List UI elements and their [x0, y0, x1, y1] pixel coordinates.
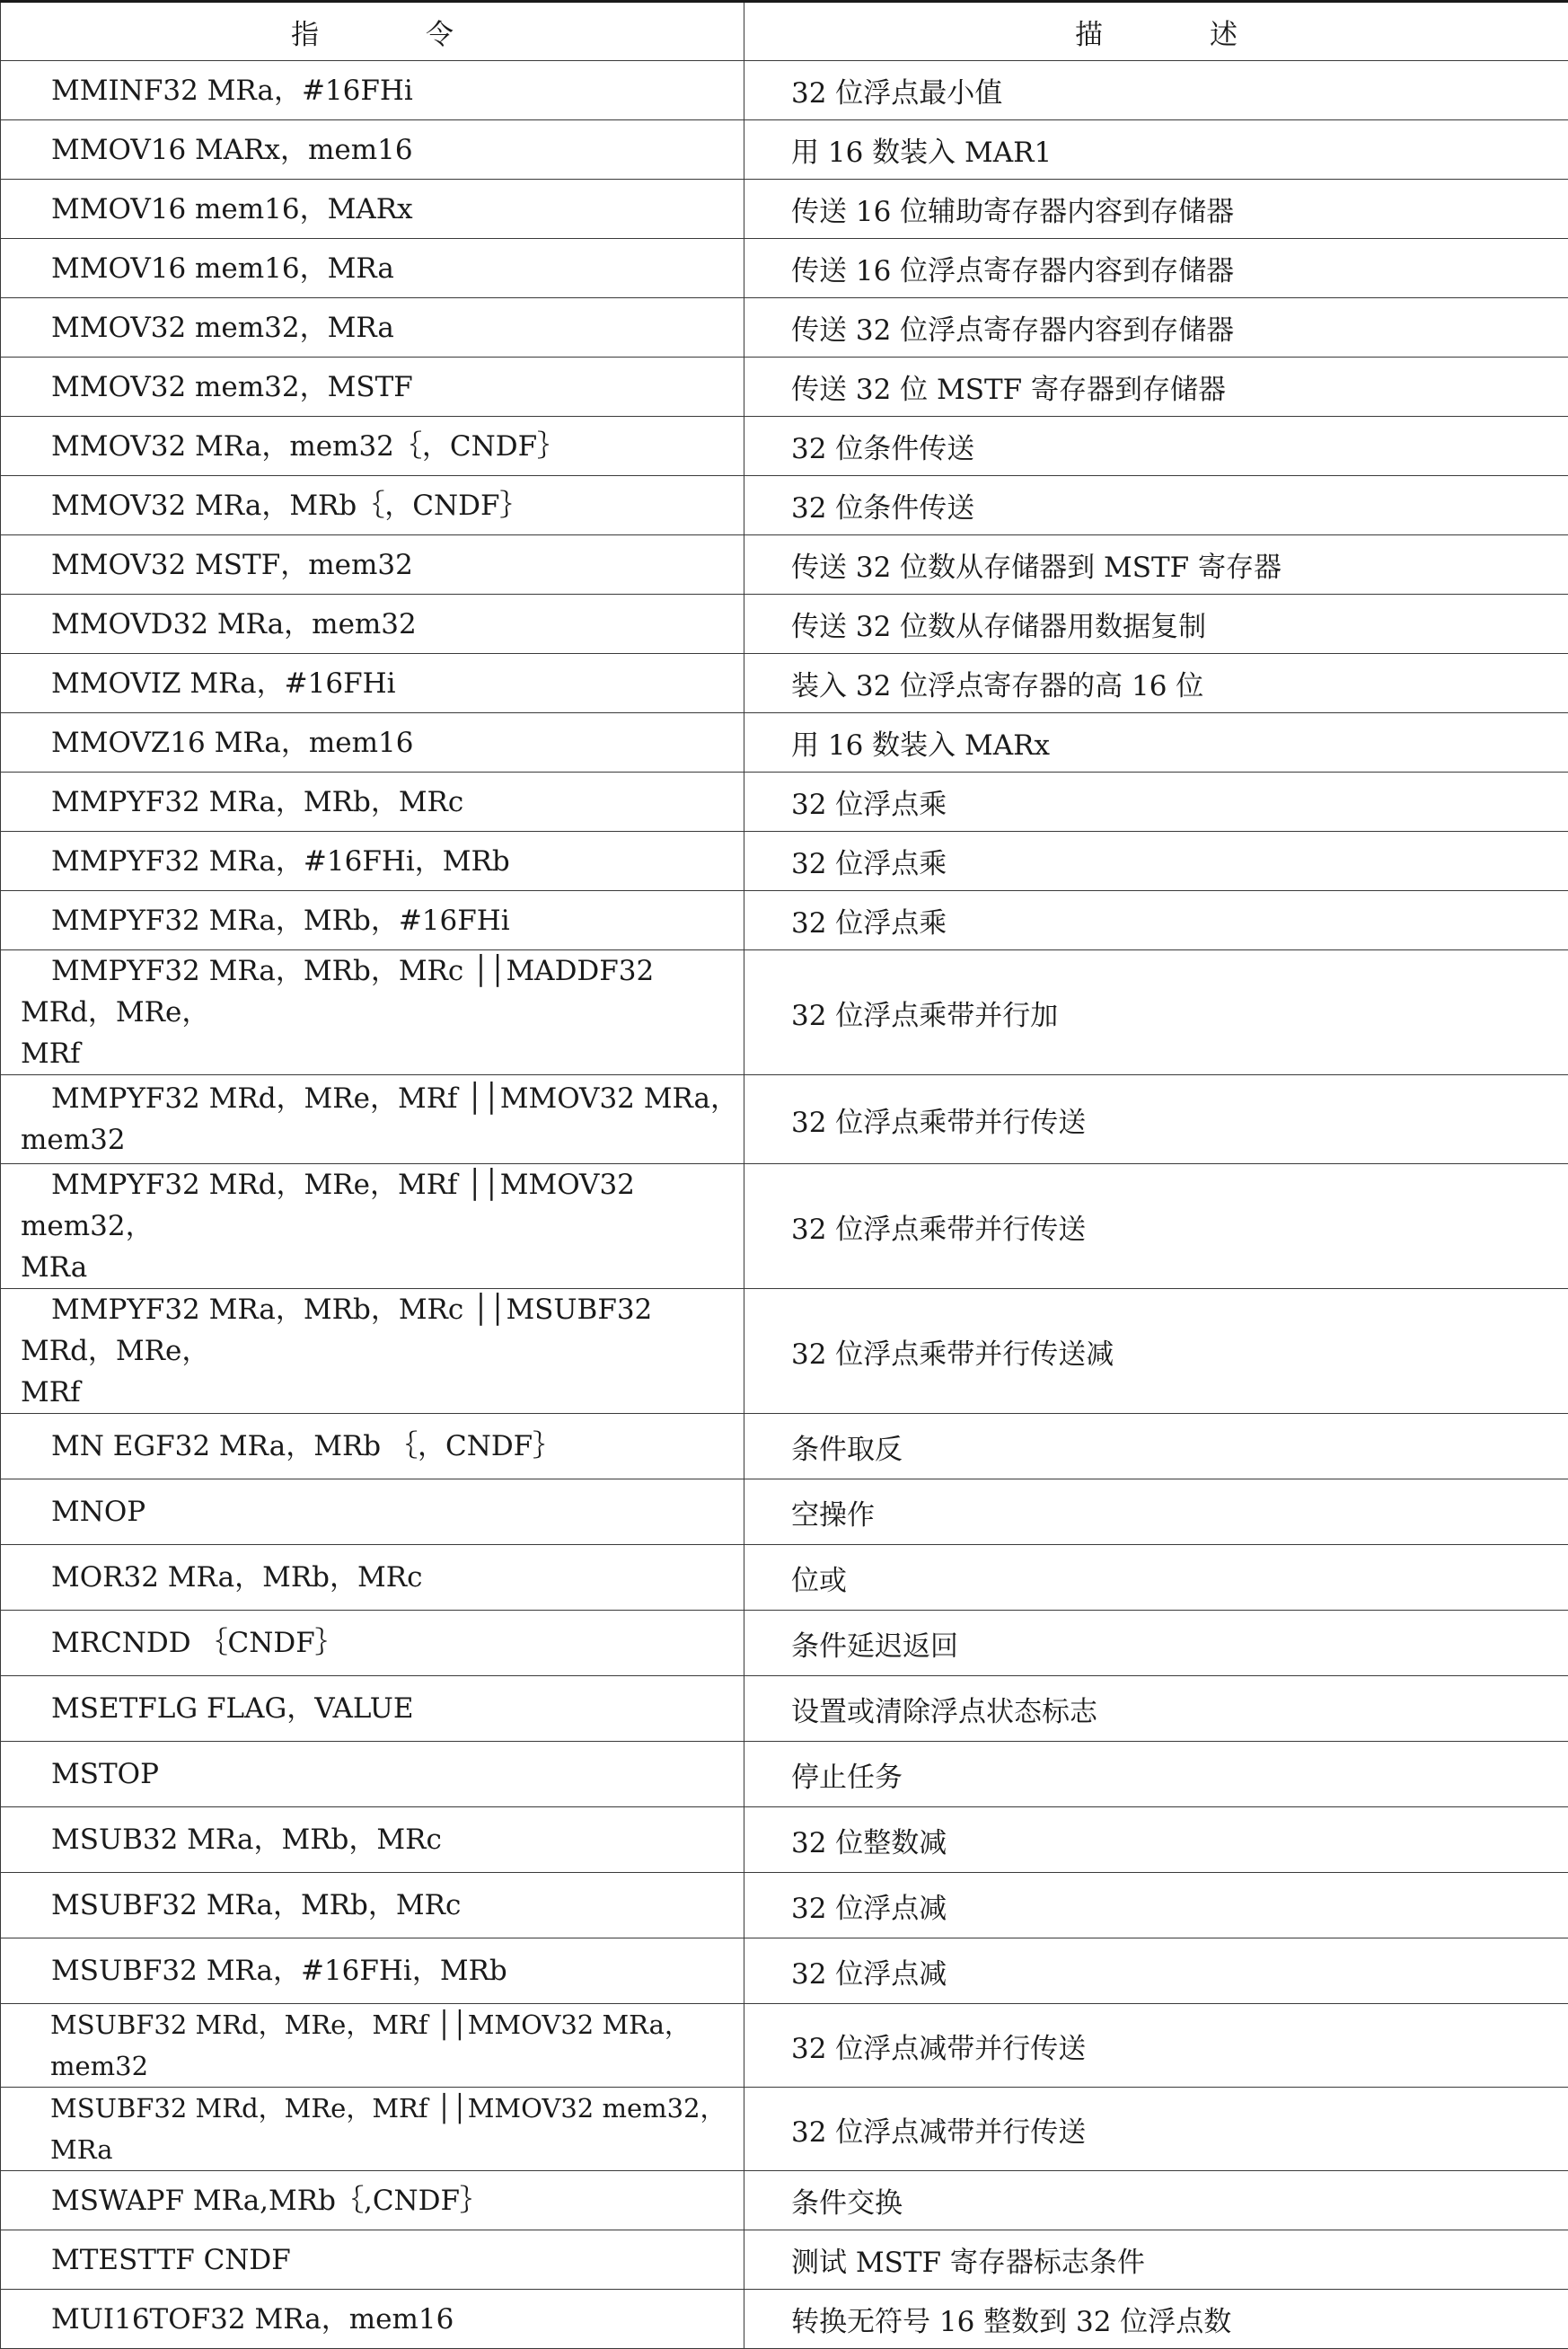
description-cell: 32 位浮点乘带并行传送	[744, 1075, 1568, 1164]
description-cell: 32 位整数减	[744, 1807, 1568, 1873]
instruction-cell: MMPYF32 MRa，MRb，#16FHi	[21, 905, 510, 937]
description-cell: 条件交换	[744, 2171, 1568, 2230]
instruction-line-1: MMPYF32 MRa，MRb，MRc ││MADDF32 MRd，MRe，	[21, 955, 654, 1029]
table-row	[1, 832, 1568, 891]
instruction-cell: MMOVIZ MRa，#16FHi	[21, 667, 396, 700]
instruction-line-2: MRf	[21, 1038, 81, 1070]
description-cell: 32 位浮点乘	[744, 832, 1568, 891]
instruction-cell: MSETFLG FLAG，VALUE	[21, 1692, 414, 1725]
table-row	[1, 1545, 1568, 1611]
description-cell: 传送 16 位辅助寄存器内容到存储器	[744, 180, 1568, 239]
description-cell: 32 位浮点乘带并行加	[744, 950, 1568, 1075]
table-row	[1, 2171, 1568, 2230]
description-cell: 32 位条件传送	[744, 476, 1568, 535]
table-row	[1, 773, 1568, 832]
table-row	[1, 950, 1568, 1075]
description-cell: 条件取反	[744, 1414, 1568, 1479]
instruction-cell: MN EGF32 MRa，MRb ｛，CNDF｝	[21, 1430, 560, 1462]
instruction-cell: MSUBF32 MRa，MRb，MRc	[21, 1889, 461, 1921]
table-row	[1, 298, 1568, 358]
instruction-line-2: MRa	[21, 1251, 87, 1284]
description-cell: 装入 32 位浮点寄存器的高 16 位	[744, 654, 1568, 713]
instruction-cell: MSUBF32 MRd，MRe，MRf ││MMOV32 MRa，mem32	[1, 2004, 744, 2088]
table-row	[1, 654, 1568, 713]
instruction-cell: MMOV16 mem16，MARx	[21, 193, 413, 225]
instruction-cell: MRCNDD ｛CNDF｝	[21, 1627, 343, 1659]
description-cell: 用 16 数装入 MARx	[744, 713, 1568, 773]
instruction-cell: MUI16TOF32 MRa，mem16	[21, 2303, 454, 2336]
description-cell: 设置或清除浮点状态标志	[744, 1676, 1568, 1742]
instruction-cell: MNOP	[21, 1496, 145, 1528]
description-cell: 传送 32 位数从存储器用数据复制	[744, 595, 1568, 654]
instruction-cell: MSTOP	[21, 1758, 159, 1790]
description-cell: 32 位浮点乘	[744, 773, 1568, 832]
instruction-line-1: MMPYF32 MRd，MRe，MRf ││MMOV32 MRa，	[21, 1082, 738, 1115]
table-row	[1, 1164, 1568, 1289]
table-row	[1, 1414, 1568, 1479]
table-row	[1, 535, 1568, 595]
instruction-cell: MMOV16 MARx，mem16	[21, 134, 413, 166]
description-cell: 32 位浮点乘带并行传送减	[744, 1289, 1568, 1414]
description-cell: 传送 32 位数从存储器到 MSTF 寄存器	[744, 535, 1568, 595]
description-cell: 传送 32 位 MSTF 寄存器到存储器	[744, 358, 1568, 417]
table-row	[1, 1938, 1568, 2004]
table-row	[1, 595, 1568, 654]
table-row	[1, 358, 1568, 417]
instruction-cell: MMOVZ16 MRa，mem16	[21, 727, 413, 759]
description-cell: 用 16 数装入 MAR1	[744, 120, 1568, 180]
description-cell: 32 位浮点乘	[744, 891, 1568, 950]
table-row	[1, 61, 1568, 120]
instruction-cell: MMOV32 mem32，MRa	[21, 312, 394, 344]
table-row	[1, 1289, 1568, 1414]
description-cell: 停止任务	[744, 1742, 1568, 1807]
description-cell: 32 位浮点减	[744, 1938, 1568, 2004]
instruction-cell: MSUB32 MRa，MRb，MRc	[21, 1824, 442, 1856]
instruction-cell: MSWAPF MRa,MRb｛,CNDF｝	[21, 2185, 488, 2217]
table-row	[1, 1611, 1568, 1676]
table-row	[1, 1075, 1568, 1164]
table-row	[1, 1676, 1568, 1742]
table-row	[1, 476, 1568, 535]
table-row	[1, 417, 1568, 476]
description-cell: 32 位浮点减	[744, 1873, 1568, 1938]
description-cell: 测试 MSTF 寄存器标志条件	[744, 2230, 1568, 2290]
table-header-row	[1, 2, 1568, 61]
instruction-cell: MMINF32 MRa，#16FHi	[21, 75, 413, 107]
table-row	[1, 120, 1568, 180]
description-cell: 转换无符号 16 整数到 32 位浮点数	[744, 2290, 1568, 2349]
instruction-line-1: MMPYF32 MRd，MRe，MRf ││MMOV32 mem32，	[21, 1169, 635, 1242]
instruction-line-2: MRf	[21, 1376, 81, 1409]
description-cell: 32 位浮点乘带并行传送	[744, 1164, 1568, 1289]
instruction-cell: MMOV32 MRa，mem32｛，CNDF｝	[21, 430, 565, 463]
table-row	[1, 1807, 1568, 1873]
instruction-cell: MSUBF32 MRd，MRe，MRf ││MMOV32 mem32，MRa	[1, 2088, 744, 2171]
instruction-cell: MMOV32 MSTF，mem32	[21, 549, 413, 581]
instruction-cell: MMPYF32 MRa，MRb，MRc	[21, 786, 463, 818]
description-cell: 传送 32 位浮点寄存器内容到存储器	[744, 298, 1568, 358]
instruction-cell: MMOV32 mem32，MSTF	[21, 371, 413, 403]
table-row	[1, 239, 1568, 298]
table-row	[1, 2088, 1568, 2171]
table-row	[1, 1873, 1568, 1938]
instruction-cell: MMPYF32 MRa，#16FHi，MRb	[21, 845, 510, 878]
table-row	[1, 1479, 1568, 1545]
instruction-cell: MMOVD32 MRa，mem32	[21, 608, 417, 640]
instruction-cell: MMOV16 mem16，MRa	[21, 252, 394, 285]
header-instruction: 指 令	[1, 2, 744, 61]
instruction-line-2: mem32	[21, 1124, 126, 1156]
description-cell: 空操作	[744, 1479, 1568, 1545]
description-cell: 传送 16 位浮点寄存器内容到存储器	[744, 239, 1568, 298]
instruction-cell: MMOV32 MRa，MRb｛，CNDF｝	[21, 490, 527, 522]
instruction-cell: MOR32 MRa，MRb，MRc	[21, 1561, 422, 1594]
description-cell: 位或	[744, 1545, 1568, 1611]
table-row	[1, 713, 1568, 773]
description-cell: 32 位浮点减带并行传送	[744, 2088, 1568, 2171]
header-description: 描 述	[744, 2, 1568, 61]
table-row	[1, 180, 1568, 239]
table-row	[1, 2290, 1568, 2349]
description-cell: 32 位条件传送	[744, 417, 1568, 476]
table-row	[1, 2004, 1568, 2088]
table-row	[1, 1742, 1568, 1807]
table-row	[1, 2230, 1568, 2290]
description-cell: 32 位浮点减带并行传送	[744, 2004, 1568, 2088]
description-cell: 条件延迟返回	[744, 1611, 1568, 1676]
instruction-line-1: MMPYF32 MRa，MRb，MRc ││MSUBF32 MRd，MRe，	[21, 1294, 652, 1367]
instruction-cell: MSUBF32 MRa，#16FHi，MRb	[21, 1955, 507, 1987]
instruction-cell: MTESTTF CNDF	[21, 2244, 291, 2276]
table-row	[1, 891, 1568, 950]
description-cell: 32 位浮点最小值	[744, 61, 1568, 120]
